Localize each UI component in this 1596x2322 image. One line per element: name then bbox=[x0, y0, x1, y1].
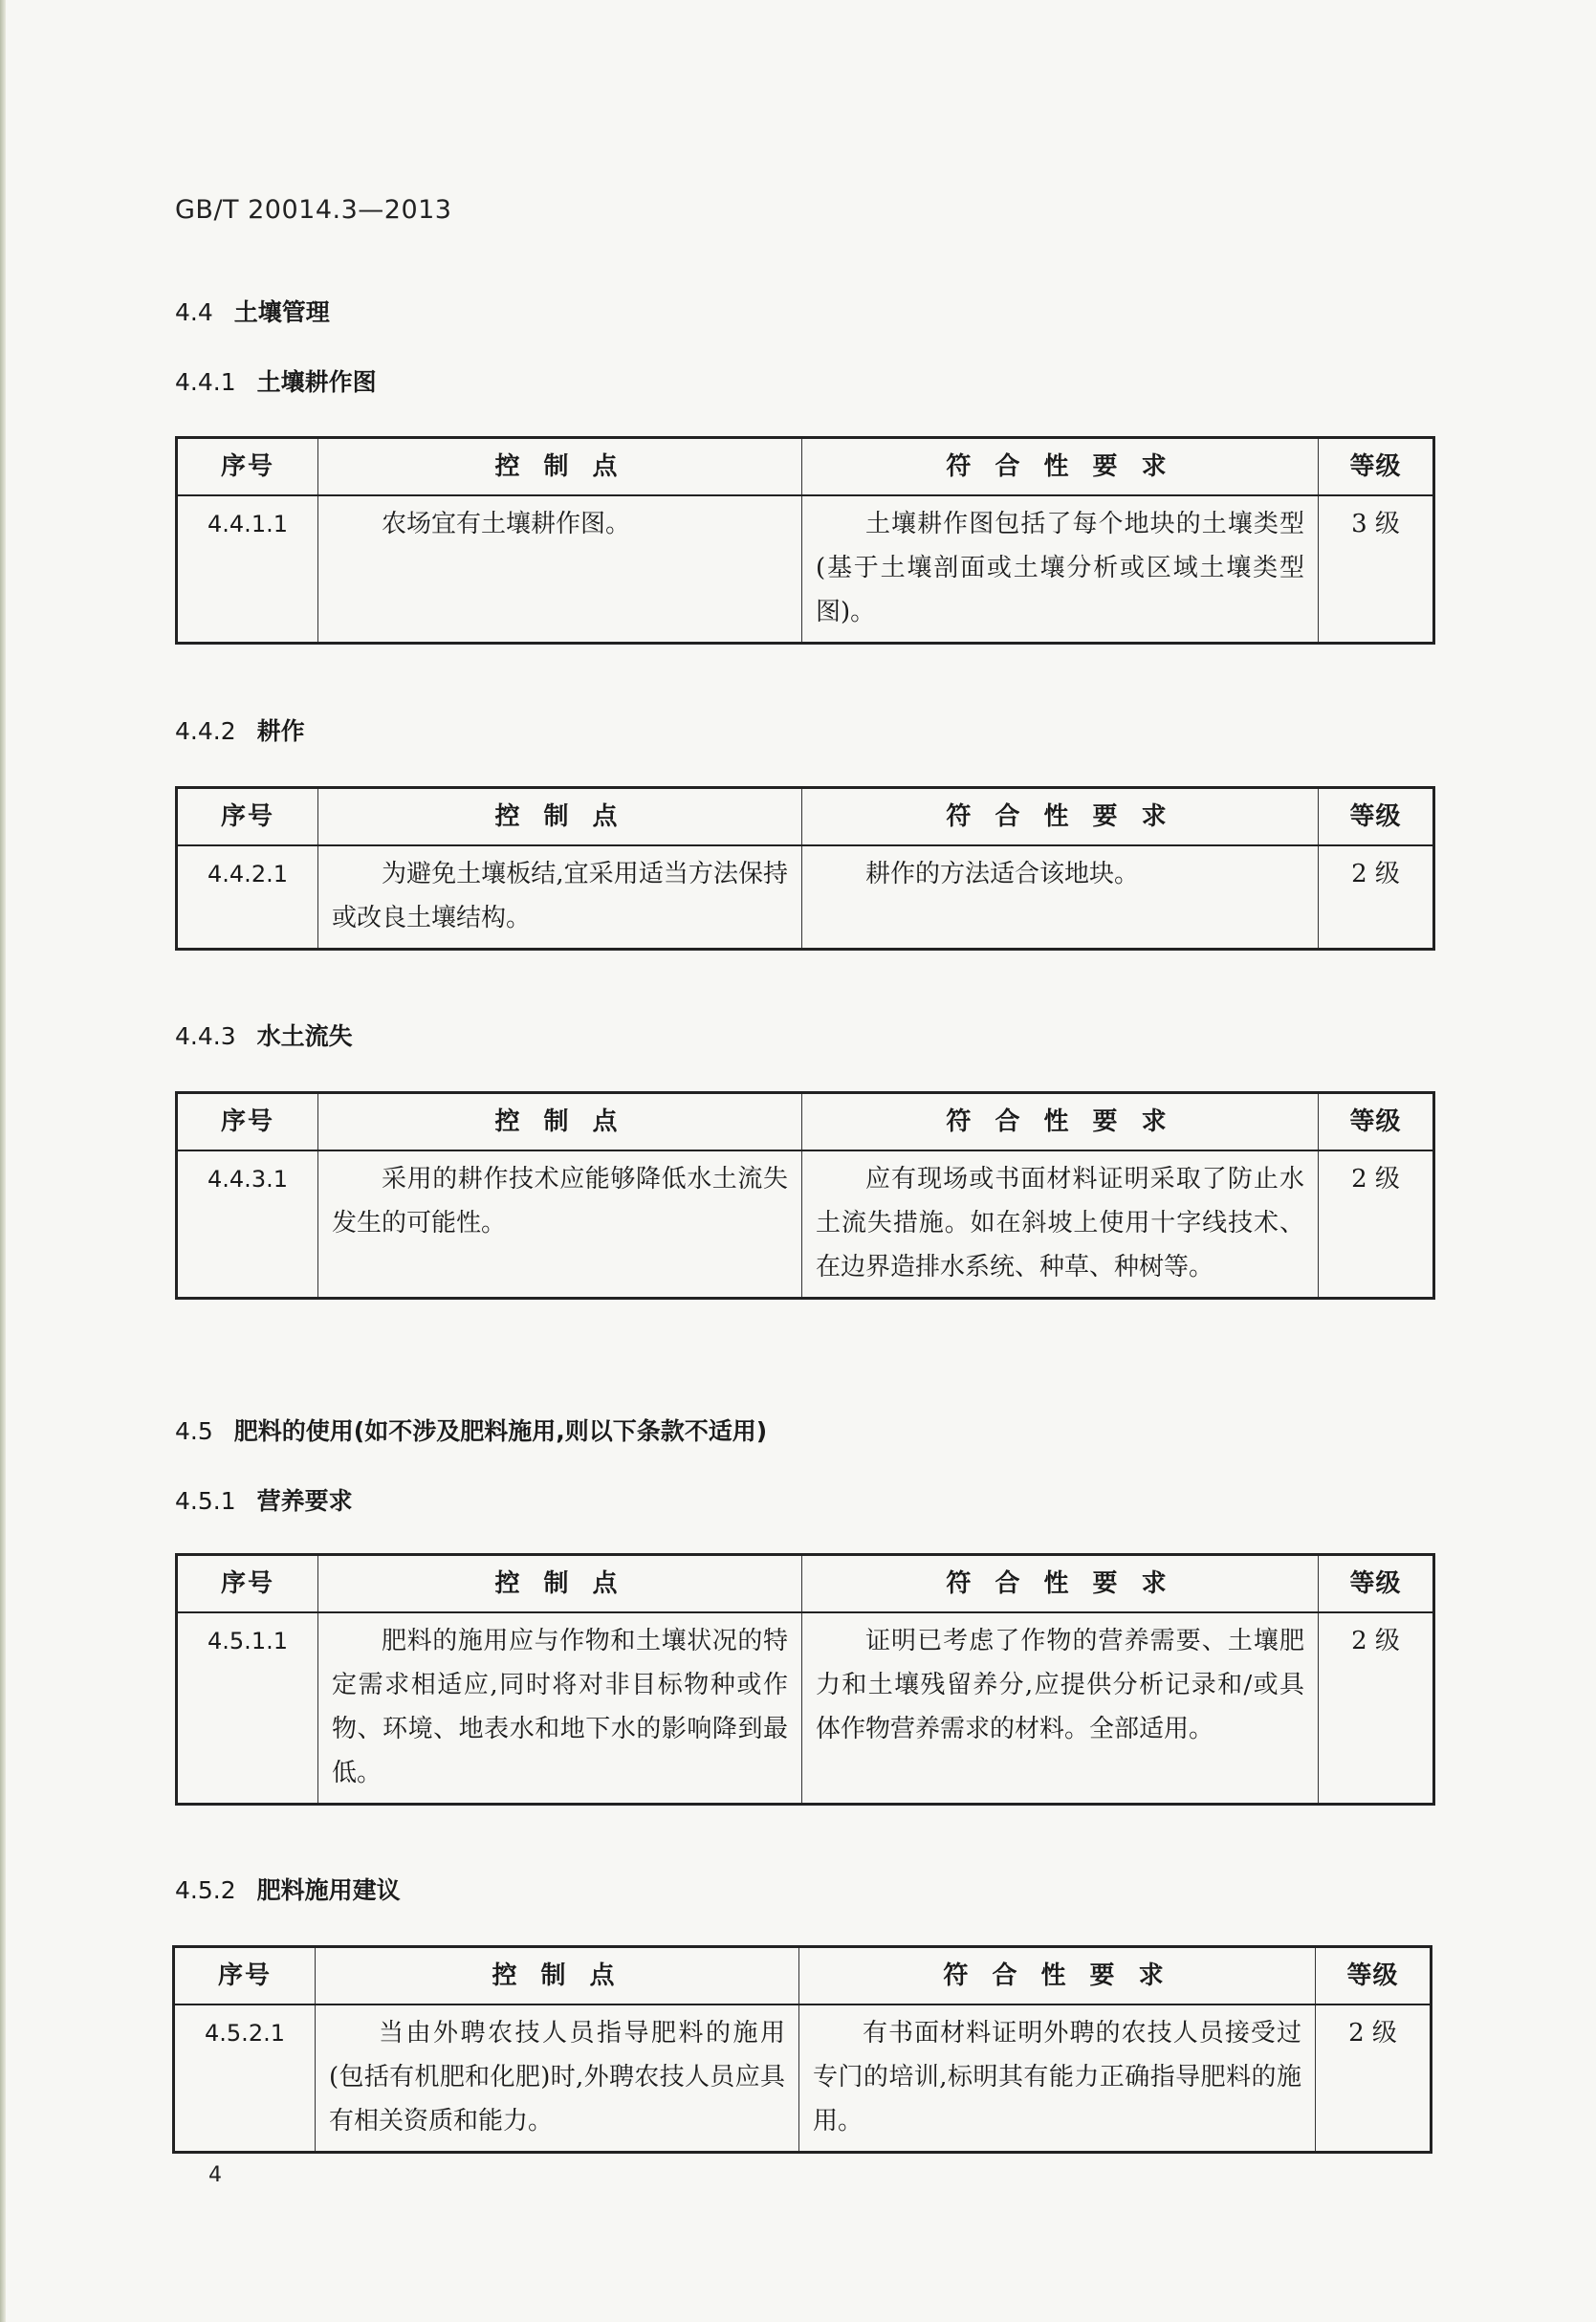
row-id: 4.5.2.1 bbox=[174, 2004, 316, 2153]
section-number: 4.5 bbox=[175, 1417, 213, 1445]
row-requirement: 有书面材料证明外聘的农技人员接受过专门的培训,标明其有能力正确指导肥料的施用。 bbox=[799, 2004, 1316, 2153]
row-grade: 3 级 bbox=[1319, 495, 1434, 644]
subsection-heading-4-5-1 bbox=[175, 1482, 353, 1517]
header-id: 序号 bbox=[177, 1093, 318, 1151]
control-table-4-4-3 bbox=[175, 1091, 1435, 1300]
row-control-point: 当由外聘农技人员指导肥料的施用(包括有机肥和化肥)时,外聘农技人员应具有相关资质和能力。 bbox=[316, 2004, 799, 2153]
table-header-row bbox=[174, 1947, 1432, 2005]
header-id: 序号 bbox=[177, 788, 318, 846]
row-grade: 2 级 bbox=[1316, 2004, 1432, 2153]
subsection-title: 土壤耕作图 bbox=[256, 368, 377, 396]
row-requirement: 应有现场或书面材料证明采取了防止水土流失措施。如在斜坡上使用十字线技术、在边界造排水系统、种草、种树等。 bbox=[802, 1150, 1319, 1299]
subsection-title: 肥料施用建议 bbox=[256, 1876, 401, 1904]
header-control-point: 控 制 点 bbox=[318, 788, 802, 846]
header-id: 序号 bbox=[177, 438, 318, 496]
row-requirement: 耕作的方法适合该地块。 bbox=[802, 845, 1319, 950]
subsection-title: 水土流失 bbox=[256, 1022, 353, 1050]
row-grade: 2 级 bbox=[1319, 1150, 1434, 1299]
table-row bbox=[177, 1612, 1434, 1805]
header-control-point: 控 制 点 bbox=[318, 438, 802, 496]
row-grade: 2 级 bbox=[1319, 1612, 1434, 1805]
header-id: 序号 bbox=[174, 1947, 316, 2005]
row-grade: 2 级 bbox=[1319, 845, 1434, 950]
header-grade: 等级 bbox=[1319, 1093, 1434, 1151]
row-id: 4.5.1.1 bbox=[177, 1612, 318, 1805]
row-id: 4.4.1.1 bbox=[177, 495, 318, 644]
table-header-row bbox=[177, 438, 1434, 496]
subsection-heading-4-5-2 bbox=[175, 1872, 401, 1906]
subsection-number: 4.4.1 bbox=[175, 368, 236, 396]
control-table-4-4-1 bbox=[175, 436, 1435, 645]
subsection-title: 营养要求 bbox=[256, 1487, 353, 1515]
section-title: 土壤管理 bbox=[233, 298, 330, 326]
control-table-4-4-2 bbox=[175, 786, 1435, 951]
document-code: GB/T 20014.3—2013 bbox=[175, 195, 452, 225]
row-id: 4.4.2.1 bbox=[177, 845, 318, 950]
subsection-number: 4.5.1 bbox=[175, 1487, 236, 1515]
subsection-number: 4.5.2 bbox=[175, 1876, 236, 1904]
row-control-point: 为避免土壤板结,宜采用适当方法保持或改良土壤结构。 bbox=[318, 845, 802, 950]
header-grade: 等级 bbox=[1319, 438, 1434, 496]
header-requirement: 符 合 性 要 求 bbox=[802, 438, 1319, 496]
page-edge-shadow bbox=[0, 0, 6, 2322]
table-row bbox=[177, 495, 1434, 644]
section-title: 肥料的使用(如不涉及肥料施用,则以下条款不适用) bbox=[233, 1417, 768, 1445]
control-table-4-5-2 bbox=[172, 1945, 1432, 2154]
subsection-heading-4-4-3 bbox=[175, 1018, 353, 1052]
header-control-point: 控 制 点 bbox=[318, 1555, 802, 1613]
table-row bbox=[177, 845, 1434, 950]
header-grade: 等级 bbox=[1319, 788, 1434, 846]
header-control-point: 控 制 点 bbox=[318, 1093, 802, 1151]
page-number: 4 bbox=[208, 2163, 222, 2187]
row-requirement: 证明已考虑了作物的营养需要、土壤肥力和土壤残留养分,应提供分析记录和/或具体作物营养需求的材料。全部适用。 bbox=[802, 1612, 1319, 1805]
table-row bbox=[174, 2004, 1432, 2153]
row-control-point: 农场宜有土壤耕作图。 bbox=[318, 495, 802, 644]
subsection-number: 4.4.3 bbox=[175, 1022, 236, 1050]
header-grade: 等级 bbox=[1316, 1947, 1432, 2005]
row-control-point: 肥料的施用应与作物和土壤状况的特定需求相适应,同时将对非目标物种或作物、环境、地表水和地下水的影响降到最低。 bbox=[318, 1612, 802, 1805]
row-id: 4.4.3.1 bbox=[177, 1150, 318, 1299]
table-header-row bbox=[177, 1093, 1434, 1151]
section-number: 4.4 bbox=[175, 298, 213, 326]
header-control-point: 控 制 点 bbox=[316, 1947, 799, 2005]
header-requirement: 符 合 性 要 求 bbox=[802, 788, 1319, 846]
control-table-4-5-1 bbox=[175, 1553, 1435, 1806]
table-header-row bbox=[177, 788, 1434, 846]
header-id: 序号 bbox=[177, 1555, 318, 1613]
table-header-row bbox=[177, 1555, 1434, 1613]
subsection-heading-4-4-2 bbox=[175, 712, 305, 747]
header-grade: 等级 bbox=[1319, 1555, 1434, 1613]
subsection-title: 耕作 bbox=[256, 717, 305, 745]
header-requirement: 符 合 性 要 求 bbox=[802, 1093, 1319, 1151]
table-row bbox=[177, 1150, 1434, 1299]
subsection-heading-4-4-1 bbox=[175, 363, 377, 398]
subsection-number: 4.4.2 bbox=[175, 717, 236, 745]
section-heading-4-5 bbox=[175, 1413, 767, 1447]
header-requirement: 符 合 性 要 求 bbox=[802, 1555, 1319, 1613]
row-requirement: 土壤耕作图包括了每个地块的土壤类型(基于土壤剖面或土壤分析或区域土壤类型图)。 bbox=[802, 495, 1319, 644]
header-requirement: 符 合 性 要 求 bbox=[799, 1947, 1316, 2005]
row-control-point: 采用的耕作技术应能够降低水土流失发生的可能性。 bbox=[318, 1150, 802, 1299]
section-heading-4-4 bbox=[175, 294, 330, 328]
